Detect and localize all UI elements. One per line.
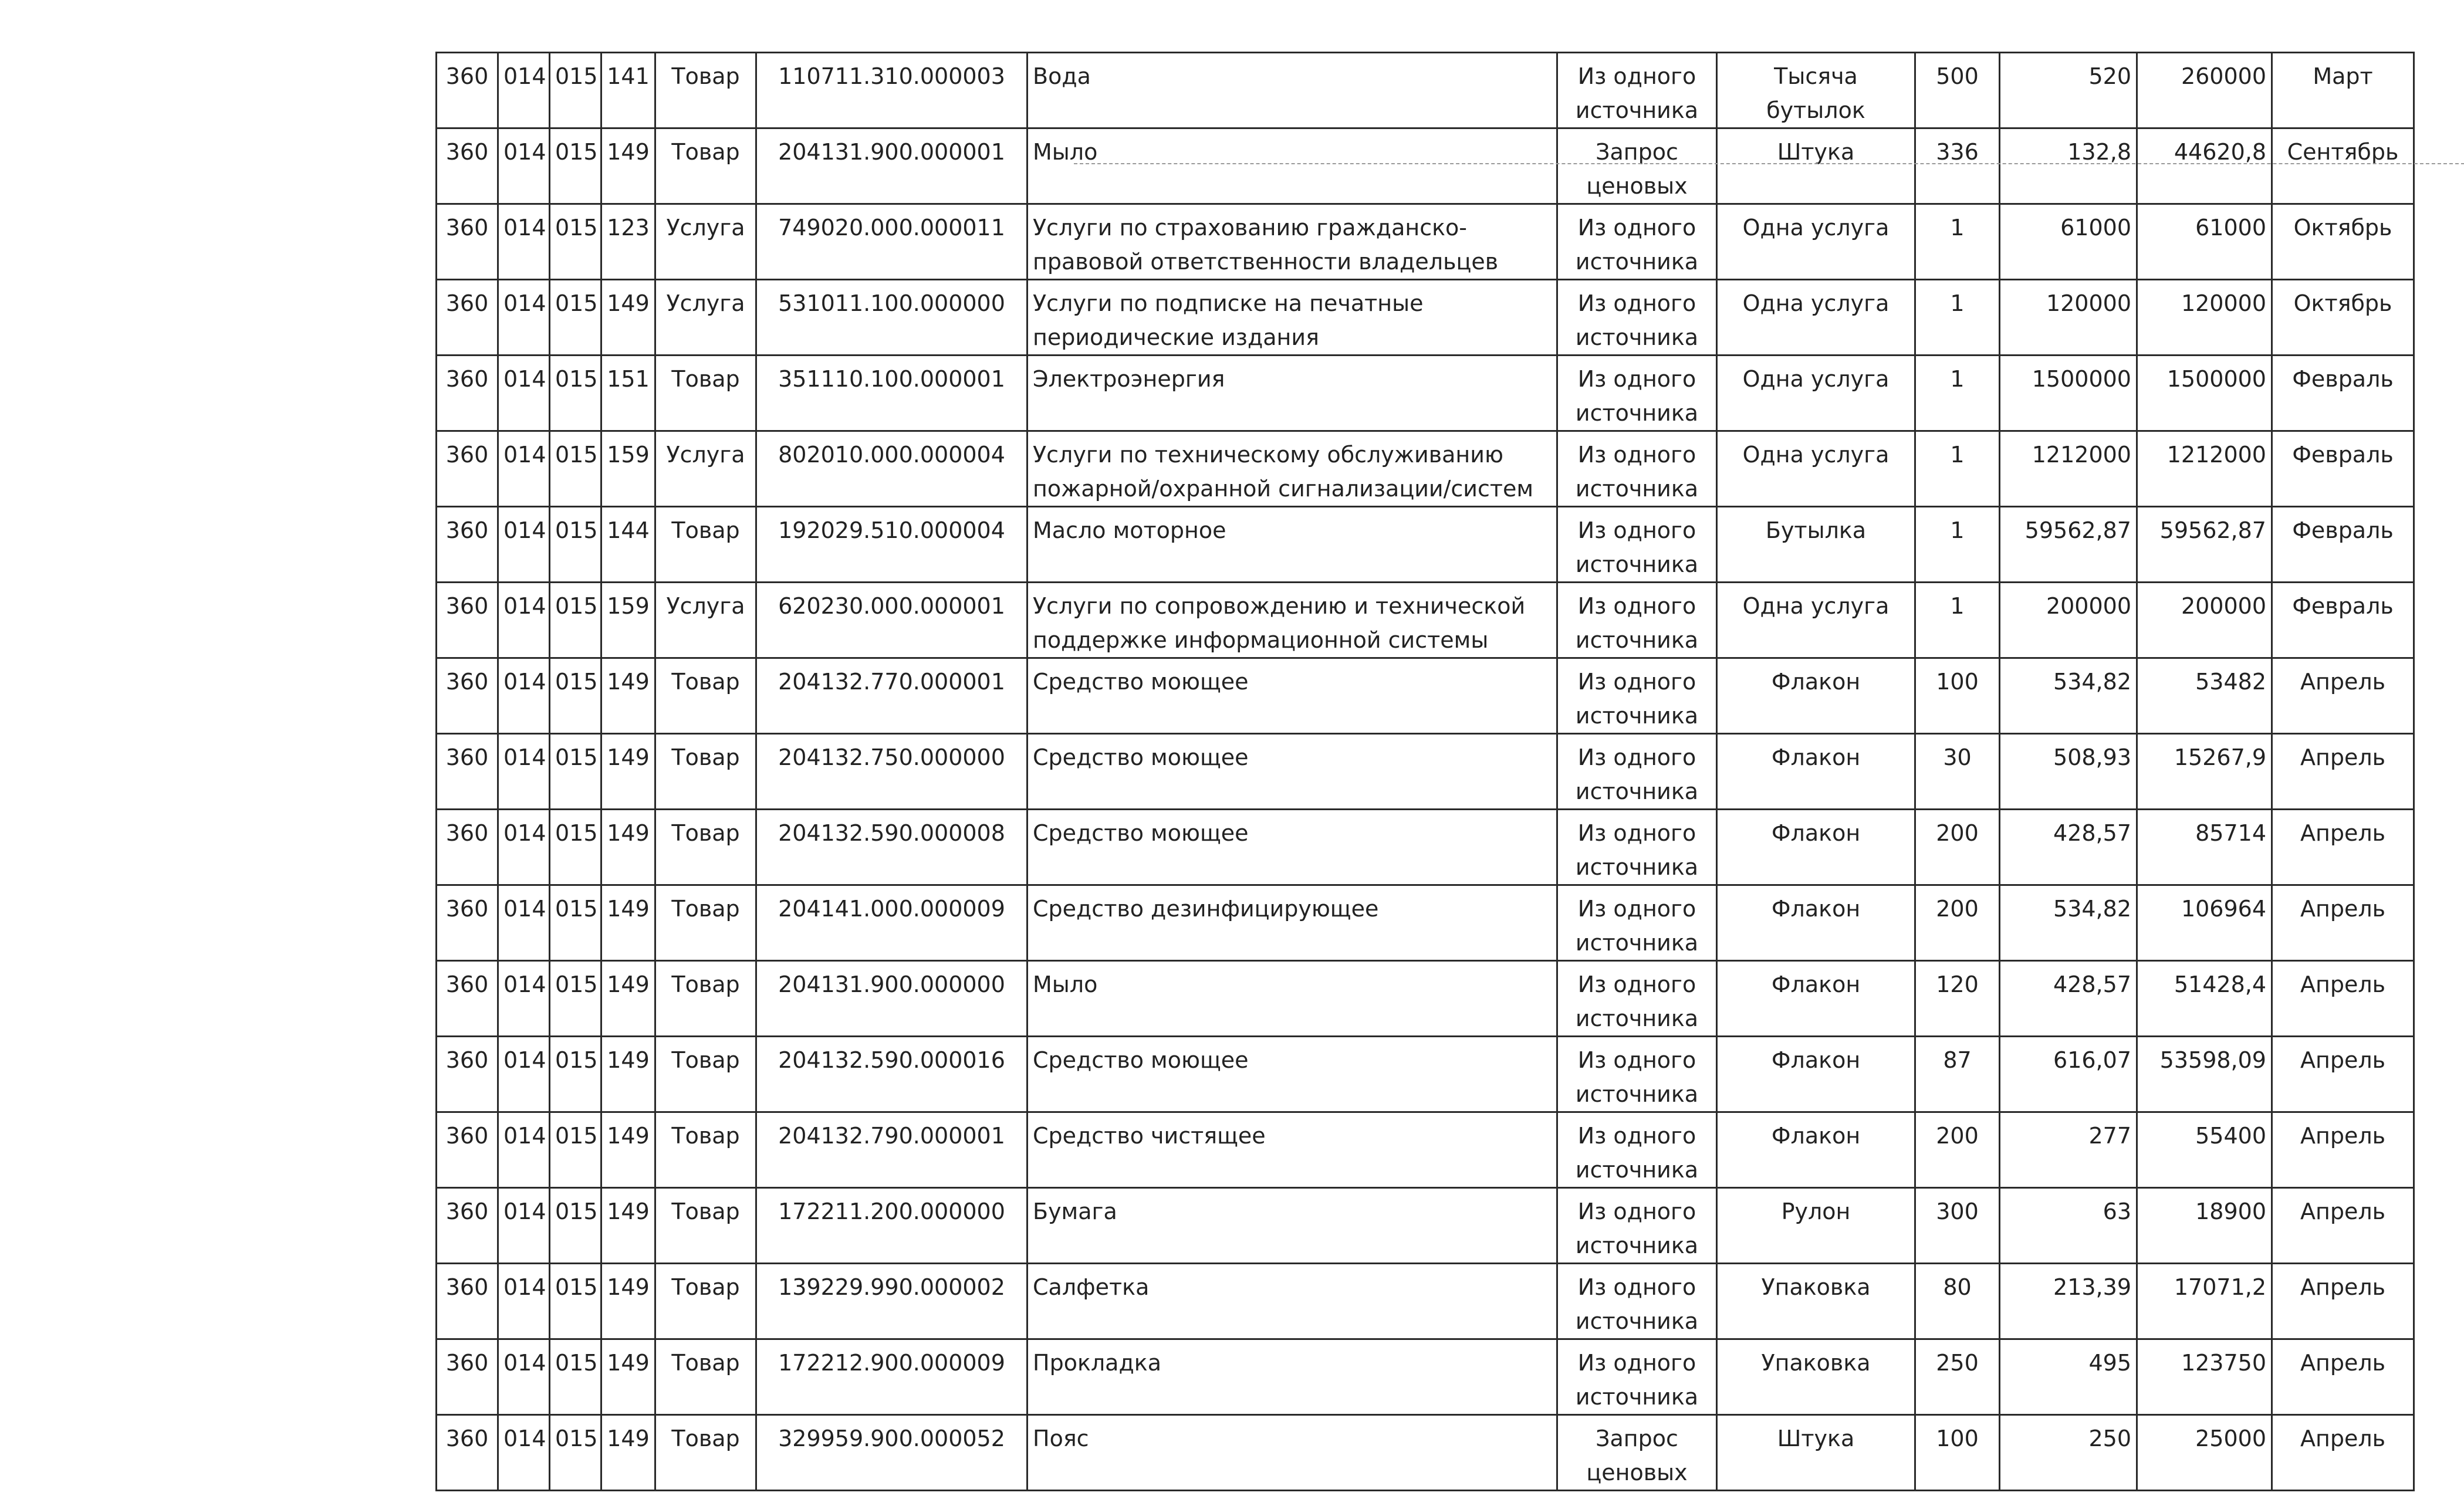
class-code-cell: 141	[601, 53, 655, 128]
unit-price-cell: 534,82	[2000, 658, 2137, 734]
unit-cell: Флакон	[1717, 885, 1915, 961]
unit-price-cell: 1212000	[2000, 431, 2137, 507]
planned-month-cell: Апрель	[2272, 961, 2414, 1037]
quantity-cell: 500	[1915, 53, 2000, 128]
program-code-cell: 360	[437, 128, 498, 204]
specificity-code-cell: 015	[550, 1112, 601, 1188]
subprogram-code-cell: 014	[498, 53, 550, 128]
planned-month-cell: Апрель	[2272, 885, 2414, 961]
table-row	[437, 204, 2414, 280]
table-row	[437, 1415, 2414, 1491]
table-row	[437, 583, 2414, 658]
total-sum-cell: 260000	[2137, 53, 2272, 128]
total-sum-cell: 106964	[2137, 885, 2272, 961]
unit-price-cell: 428,57	[2000, 961, 2137, 1037]
specificity-code-cell: 015	[550, 204, 601, 280]
quantity-cell: 200	[1915, 1112, 2000, 1188]
class-code-cell: 149	[601, 810, 655, 885]
unit-price-cell: 250	[2000, 1415, 2137, 1491]
item-name-cell: Бумага	[1027, 1188, 1557, 1264]
class-code-cell: 123	[601, 204, 655, 280]
unit-cell: Флакон	[1717, 810, 1915, 885]
specificity-code-cell: 015	[550, 1339, 601, 1415]
ktru-code-cell: 531011.100.000000	[756, 280, 1027, 356]
total-sum-cell: 17071,2	[2137, 1264, 2272, 1339]
specificity-code-cell: 015	[550, 356, 601, 431]
procurement-method-cell: Из одного источника	[1557, 1112, 1717, 1188]
ktru-code-cell: 139229.990.000002	[756, 1264, 1027, 1339]
unit-cell: Штука	[1717, 1415, 1915, 1491]
procurement-method-cell: Из одного источника	[1557, 885, 1717, 961]
unit-cell: Штука	[1717, 128, 1915, 204]
item-type-cell: Товар	[655, 356, 756, 431]
total-sum-cell: 51428,4	[2137, 961, 2272, 1037]
planned-month-cell: Октябрь	[2272, 280, 2414, 356]
ktru-code-cell: 620230.000.000001	[756, 583, 1027, 658]
specificity-code-cell: 015	[550, 507, 601, 583]
specificity-code-cell: 015	[550, 658, 601, 734]
class-code-cell: 149	[601, 1037, 655, 1112]
unit-cell: Одна услуга	[1717, 431, 1915, 507]
program-code-cell: 360	[437, 810, 498, 885]
planned-month-cell: Апрель	[2272, 658, 2414, 734]
table-row	[437, 53, 2414, 128]
specificity-code-cell: 015	[550, 1264, 601, 1339]
item-name-cell: Средство моющее	[1027, 734, 1557, 810]
ktru-code-cell: 204131.900.000001	[756, 128, 1027, 204]
subprogram-code-cell: 014	[498, 1339, 550, 1415]
table-row	[437, 734, 2414, 810]
class-code-cell: 149	[601, 1339, 655, 1415]
subprogram-code-cell: 014	[498, 1415, 550, 1491]
total-sum-cell: 55400	[2137, 1112, 2272, 1188]
quantity-cell: 200	[1915, 810, 2000, 885]
subprogram-code-cell: 014	[498, 507, 550, 583]
procurement-method-cell: Из одного источника	[1557, 961, 1717, 1037]
quantity-cell: 1	[1915, 280, 2000, 356]
item-type-cell: Товар	[655, 128, 756, 204]
unit-price-cell: 120000	[2000, 280, 2137, 356]
quantity-cell: 100	[1915, 658, 2000, 734]
item-type-cell: Услуга	[655, 280, 756, 356]
table-row	[437, 1112, 2414, 1188]
class-code-cell: 149	[601, 734, 655, 810]
unit-price-cell: 61000	[2000, 204, 2137, 280]
ktru-code-cell: 204131.900.000000	[756, 961, 1027, 1037]
class-code-cell: 149	[601, 1112, 655, 1188]
planned-month-cell: Апрель	[2272, 810, 2414, 885]
specificity-code-cell: 015	[550, 961, 601, 1037]
table-row	[437, 1339, 2414, 1415]
class-code-cell: 149	[601, 128, 655, 204]
quantity-cell: 30	[1915, 734, 2000, 810]
planned-month-cell: Апрель	[2272, 1188, 2414, 1264]
quantity-cell: 1	[1915, 204, 2000, 280]
procurement-method-cell: Из одного источника	[1557, 1339, 1717, 1415]
program-code-cell: 360	[437, 734, 498, 810]
procurement-method-cell: Запрос ценовых	[1557, 1415, 1717, 1491]
program-code-cell: 360	[437, 53, 498, 128]
planned-month-cell: Март	[2272, 53, 2414, 128]
item-name-cell: Мыло	[1027, 961, 1557, 1037]
table-body	[437, 53, 2414, 1491]
planned-month-cell: Февраль	[2272, 583, 2414, 658]
class-code-cell: 159	[601, 431, 655, 507]
procurement-method-cell: Из одного источника	[1557, 356, 1717, 431]
item-type-cell: Товар	[655, 810, 756, 885]
item-name-cell: Мыло	[1027, 128, 1557, 204]
procurement-plan-sheet	[435, 52, 2413, 1491]
table-row	[437, 1264, 2414, 1339]
planned-month-cell: Февраль	[2272, 431, 2414, 507]
specificity-code-cell: 015	[550, 431, 601, 507]
planned-month-cell: Апрель	[2272, 1339, 2414, 1415]
specificity-code-cell: 015	[550, 734, 601, 810]
class-code-cell: 149	[601, 1188, 655, 1264]
item-type-cell: Товар	[655, 1264, 756, 1339]
item-name-cell: Пояс	[1027, 1415, 1557, 1491]
unit-cell: Упаковка	[1717, 1264, 1915, 1339]
program-code-cell: 360	[437, 961, 498, 1037]
table-row	[437, 280, 2414, 356]
quantity-cell: 200	[1915, 885, 2000, 961]
total-sum-cell: 61000	[2137, 204, 2272, 280]
class-code-cell: 149	[601, 280, 655, 356]
specificity-code-cell: 015	[550, 1188, 601, 1264]
item-name-cell: Средство чистящее	[1027, 1112, 1557, 1188]
ktru-code-cell: 204132.770.000001	[756, 658, 1027, 734]
total-sum-cell: 44620,8	[2137, 128, 2272, 204]
total-sum-cell: 1500000	[2137, 356, 2272, 431]
subprogram-code-cell: 014	[498, 280, 550, 356]
quantity-cell: 1	[1915, 356, 2000, 431]
quantity-cell: 1	[1915, 507, 2000, 583]
item-name-cell: Электроэнергия	[1027, 356, 1557, 431]
procurement-method-cell: Из одного источника	[1557, 583, 1717, 658]
subprogram-code-cell: 014	[498, 204, 550, 280]
class-code-cell: 149	[601, 1415, 655, 1491]
quantity-cell: 1	[1915, 431, 2000, 507]
subprogram-code-cell: 014	[498, 1264, 550, 1339]
item-name-cell: Услуги по страхованию гражданско-правовой ответственности владельцев	[1027, 204, 1557, 280]
quantity-cell: 87	[1915, 1037, 2000, 1112]
item-type-cell: Товар	[655, 1415, 756, 1491]
unit-cell: Флакон	[1717, 658, 1915, 734]
item-name-cell: Средство моющее	[1027, 658, 1557, 734]
planned-month-cell: Октябрь	[2272, 204, 2414, 280]
program-code-cell: 360	[437, 507, 498, 583]
ktru-code-cell: 204141.000.000009	[756, 885, 1027, 961]
unit-price-cell: 495	[2000, 1339, 2137, 1415]
unit-price-cell: 59562,87	[2000, 507, 2137, 583]
item-type-cell: Товар	[655, 961, 756, 1037]
item-name-cell: Средство моющее	[1027, 1037, 1557, 1112]
unit-cell: Флакон	[1717, 1037, 1915, 1112]
class-code-cell: 159	[601, 583, 655, 658]
specificity-code-cell: 015	[550, 128, 601, 204]
unit-price-cell: 508,93	[2000, 734, 2137, 810]
subprogram-code-cell: 014	[498, 583, 550, 658]
ktru-code-cell: 204132.590.000008	[756, 810, 1027, 885]
item-name-cell: Средство дезинфицирующее	[1027, 885, 1557, 961]
class-code-cell: 149	[601, 1264, 655, 1339]
program-code-cell: 360	[437, 1112, 498, 1188]
planned-month-cell: Февраль	[2272, 507, 2414, 583]
procurement-method-cell: Из одного источника	[1557, 1188, 1717, 1264]
procurement-method-cell: Из одного источника	[1557, 810, 1717, 885]
procurement-method-cell: Из одного источника	[1557, 1037, 1717, 1112]
unit-cell: Флакон	[1717, 961, 1915, 1037]
planned-month-cell: Апрель	[2272, 734, 2414, 810]
specificity-code-cell: 015	[550, 885, 601, 961]
item-name-cell: Средство моющее	[1027, 810, 1557, 885]
item-type-cell: Товар	[655, 1339, 756, 1415]
program-code-cell: 360	[437, 1415, 498, 1491]
program-code-cell: 360	[437, 280, 498, 356]
total-sum-cell: 1212000	[2137, 431, 2272, 507]
subprogram-code-cell: 014	[498, 431, 550, 507]
ktru-code-cell: 749020.000.000011	[756, 204, 1027, 280]
procurement-method-cell: Из одного источника	[1557, 431, 1717, 507]
item-type-cell: Товар	[655, 734, 756, 810]
unit-price-cell: 428,57	[2000, 810, 2137, 885]
quantity-cell: 336	[1915, 128, 2000, 204]
table-row	[437, 810, 2414, 885]
table-row	[437, 431, 2414, 507]
specificity-code-cell: 015	[550, 53, 601, 128]
unit-cell: Рулон	[1717, 1188, 1915, 1264]
table-row	[437, 1188, 2414, 1264]
table-row	[437, 128, 2414, 204]
unit-cell: Одна услуга	[1717, 204, 1915, 280]
quantity-cell: 300	[1915, 1188, 2000, 1264]
unit-cell: Флакон	[1717, 1112, 1915, 1188]
total-sum-cell: 53598,09	[2137, 1037, 2272, 1112]
class-code-cell: 149	[601, 658, 655, 734]
subprogram-code-cell: 014	[498, 1037, 550, 1112]
unit-cell: Бутылка	[1717, 507, 1915, 583]
item-type-cell: Товар	[655, 658, 756, 734]
ktru-code-cell: 204132.790.000001	[756, 1112, 1027, 1188]
item-type-cell: Товар	[655, 1112, 756, 1188]
table-row	[437, 507, 2414, 583]
total-sum-cell: 123750	[2137, 1339, 2272, 1415]
procurement-method-cell: Из одного источника	[1557, 280, 1717, 356]
procurement-method-cell: Из одного источника	[1557, 507, 1717, 583]
planned-month-cell: Апрель	[2272, 1037, 2414, 1112]
specificity-code-cell: 015	[550, 280, 601, 356]
procurement-method-cell: Из одного источника	[1557, 658, 1717, 734]
subprogram-code-cell: 014	[498, 356, 550, 431]
total-sum-cell: 200000	[2137, 583, 2272, 658]
subprogram-code-cell: 014	[498, 734, 550, 810]
table-row	[437, 961, 2414, 1037]
program-code-cell: 360	[437, 431, 498, 507]
program-code-cell: 360	[437, 1188, 498, 1264]
subprogram-code-cell: 014	[498, 1112, 550, 1188]
item-type-cell: Товар	[655, 507, 756, 583]
quantity-cell: 1	[1915, 583, 2000, 658]
procurement-method-cell: Из одного источника	[1557, 734, 1717, 810]
unit-price-cell: 200000	[2000, 583, 2137, 658]
unit-price-cell: 1500000	[2000, 356, 2137, 431]
subprogram-code-cell: 014	[498, 961, 550, 1037]
item-type-cell: Товар	[655, 1037, 756, 1112]
item-type-cell: Товар	[655, 885, 756, 961]
item-type-cell: Услуга	[655, 431, 756, 507]
table-row	[437, 356, 2414, 431]
ktru-code-cell: 802010.000.000004	[756, 431, 1027, 507]
planned-month-cell: Сентябрь	[2272, 128, 2414, 204]
procurement-method-cell: Из одного источника	[1557, 1264, 1717, 1339]
specificity-code-cell: 015	[550, 810, 601, 885]
item-type-cell: Товар	[655, 53, 756, 128]
item-name-cell: Прокладка	[1027, 1339, 1557, 1415]
unit-price-cell: 132,8	[2000, 128, 2137, 204]
total-sum-cell: 25000	[2137, 1415, 2272, 1491]
ktru-code-cell: 351110.100.000001	[756, 356, 1027, 431]
subprogram-code-cell: 014	[498, 128, 550, 204]
item-type-cell: Товар	[655, 1188, 756, 1264]
item-name-cell: Вода	[1027, 53, 1557, 128]
program-code-cell: 360	[437, 1339, 498, 1415]
ktru-code-cell: 204132.590.000016	[756, 1037, 1027, 1112]
item-name-cell: Салфетка	[1027, 1264, 1557, 1339]
unit-price-cell: 534,82	[2000, 885, 2137, 961]
item-type-cell: Услуга	[655, 204, 756, 280]
scan-artifact-line	[1074, 163, 2464, 164]
program-code-cell: 360	[437, 1037, 498, 1112]
quantity-cell: 100	[1915, 1415, 2000, 1491]
planned-month-cell: Февраль	[2272, 356, 2414, 431]
unit-price-cell: 63	[2000, 1188, 2137, 1264]
table-row	[437, 885, 2414, 961]
procurement-method-cell: Из одного источника	[1557, 204, 1717, 280]
procurement-method-cell: Из одного источника	[1557, 53, 1717, 128]
class-code-cell: 151	[601, 356, 655, 431]
subprogram-code-cell: 014	[498, 885, 550, 961]
item-name-cell: Услуги по техническому обслуживанию пожарной/охранной сигнализации/систем	[1027, 431, 1557, 507]
unit-cell: Одна услуга	[1717, 280, 1915, 356]
item-name-cell: Услуги по подписке на печатные периодические издания	[1027, 280, 1557, 356]
ktru-code-cell: 172211.200.000000	[756, 1188, 1027, 1264]
planned-month-cell: Апрель	[2272, 1112, 2414, 1188]
total-sum-cell: 85714	[2137, 810, 2272, 885]
program-code-cell: 360	[437, 356, 498, 431]
unit-cell: Тысяча бутылок	[1717, 53, 1915, 128]
total-sum-cell: 53482	[2137, 658, 2272, 734]
table-row	[437, 1037, 2414, 1112]
quantity-cell: 250	[1915, 1339, 2000, 1415]
program-code-cell: 360	[437, 885, 498, 961]
item-name-cell: Услуги по сопровождению и технической поддержке информационной системы	[1027, 583, 1557, 658]
planned-month-cell: Апрель	[2272, 1415, 2414, 1491]
unit-price-cell: 520	[2000, 53, 2137, 128]
program-code-cell: 360	[437, 204, 498, 280]
total-sum-cell: 18900	[2137, 1188, 2272, 1264]
planned-month-cell: Апрель	[2272, 1264, 2414, 1339]
ktru-code-cell: 172212.900.000009	[756, 1339, 1027, 1415]
item-type-cell: Услуга	[655, 583, 756, 658]
quantity-cell: 80	[1915, 1264, 2000, 1339]
program-code-cell: 360	[437, 658, 498, 734]
procurement-method-cell: Запрос ценовых	[1557, 128, 1717, 204]
specificity-code-cell: 015	[550, 583, 601, 658]
ktru-code-cell: 110711.310.000003	[756, 53, 1027, 128]
table-row	[437, 658, 2414, 734]
subprogram-code-cell: 014	[498, 658, 550, 734]
unit-cell: Флакон	[1717, 734, 1915, 810]
unit-price-cell: 616,07	[2000, 1037, 2137, 1112]
ktru-code-cell: 329959.900.000052	[756, 1415, 1027, 1491]
procurement-plan-table	[435, 52, 2415, 1491]
unit-price-cell: 277	[2000, 1112, 2137, 1188]
total-sum-cell: 15267,9	[2137, 734, 2272, 810]
program-code-cell: 360	[437, 1264, 498, 1339]
class-code-cell: 144	[601, 507, 655, 583]
quantity-cell: 120	[1915, 961, 2000, 1037]
unit-cell: Упаковка	[1717, 1339, 1915, 1415]
subprogram-code-cell: 014	[498, 1188, 550, 1264]
item-name-cell: Масло моторное	[1027, 507, 1557, 583]
unit-cell: Одна услуга	[1717, 583, 1915, 658]
class-code-cell: 149	[601, 961, 655, 1037]
total-sum-cell: 120000	[2137, 280, 2272, 356]
ktru-code-cell: 192029.510.000004	[756, 507, 1027, 583]
subprogram-code-cell: 014	[498, 810, 550, 885]
unit-price-cell: 213,39	[2000, 1264, 2137, 1339]
specificity-code-cell: 015	[550, 1415, 601, 1491]
specificity-code-cell: 015	[550, 1037, 601, 1112]
total-sum-cell: 59562,87	[2137, 507, 2272, 583]
program-code-cell: 360	[437, 583, 498, 658]
ktru-code-cell: 204132.750.000000	[756, 734, 1027, 810]
unit-cell: Одна услуга	[1717, 356, 1915, 431]
class-code-cell: 149	[601, 885, 655, 961]
